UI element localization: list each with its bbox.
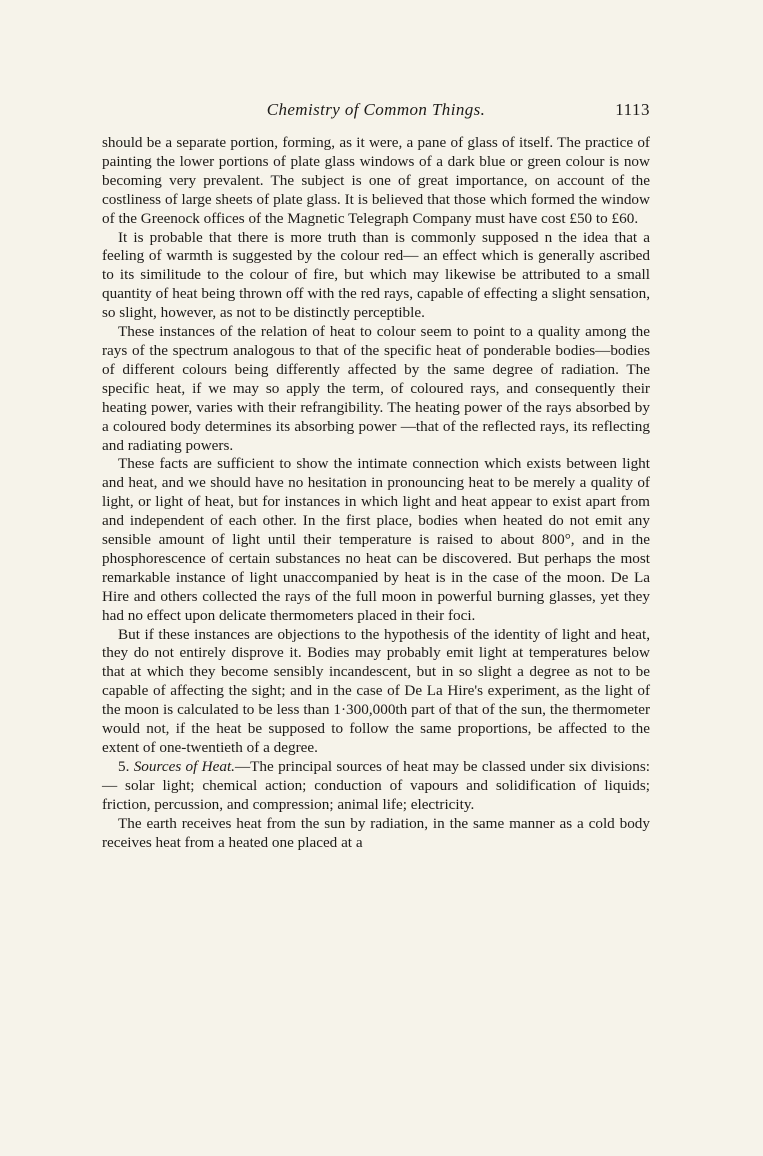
paragraph-2: It is probable that there is more truth than is commonly supposed n the idea that a feeling of warmth is suggested by the colour red— an effect which is generally ascribed to its similitude to the colour of fire, but which may likewise be attributed to a small quantity of heat being thrown off with the red rays, capable of effecting a slight sensation, so slight, however, as not to be distinctly perceptible. — [102, 228, 650, 322]
page-number: 1113 — [615, 100, 650, 119]
paragraph-final: The earth receives heat from the sun by radiation, in the same manner as a cold body receives heat from a heated one placed at a — [102, 814, 650, 851]
paragraph-3: These instances of the relation of heat to colour seem to point to a quality among the rays of the spectrum analogous to that of the specific heat of ponderable bodies—bodies of different colours being differently affected by the same degree of radiation. The specific heat, if we may so apply the term, of coloured rays, and consequently their heating power, varies with their refrangibility. The heating power of the rays absorbed by a coloured body determines its absorbing power —that of the reflected rays, its reflecting and radiating powers. — [102, 323, 650, 454]
paragraph-1: should be a separate portion, forming, as it were, a pane of glass of itself. The practice of painting the lower portions of plate glass windows of a dark blue or green colour is now becoming very prevalent. The subject is one of great importance, on account of the costliness of large sheets of plate glass. It is believed that those which formed the window of the Greenock offices of the Magnetic Telegraph Company must have cost £50 to £60. — [102, 134, 650, 227]
section-number: 5. — [118, 757, 130, 775]
paragraph-4: These facts are sufficient to show the intimate connection which exists between light and heat, and we should have no hesitation in pronouncing heat to be merely a quality of light, or light of heat, but for instances in which light and heat appear to exist apart from and independent of each other. In the first place, bodies when heated do not emit any sensible amount of light until their temperature is raised to about 800°, and in the phosphorescence of certain substances no heat can be discovered. But perhaps the most remarkable instance of light unaccompanied by heat is in the case of the moon. De La Hire and others collected the rays of the full moon in powerful burning glasses, yet they had no effect upon delicate thermometers placed in their foci. — [102, 455, 650, 624]
section-heading: Sources of Heat. — [133, 757, 235, 775]
body-text — [102, 134, 650, 852]
section-5-paragraph — [102, 758, 650, 815]
paragraph-5: But if these instances are objections to the hypothesis of the identity of light and heat, they do not entirely disprove it. Bodies may probably emit light at temperatures below that at which they become sensibly incandescent, but in so slight a degree as not to be capable of affecting the sight; and in the case of De La Hire's experiment, as the light of the moon is calculated to be less than 1·300,000th part of that of the sun, the thermometer would not, if the heat be supposed to follow the same proportions, be affected to the extent of one-twentieth of a degree. — [102, 625, 650, 756]
section-text: —The principal sources of heat may be classed under six divisions: — solar light; chemical action; conduction of vapours and solidification of liquids; friction, percussion, and compression; animal life; electricity. — [102, 757, 650, 813]
running-title: Chemistry of Common Things. — [266, 100, 486, 119]
page-header — [102, 100, 650, 126]
